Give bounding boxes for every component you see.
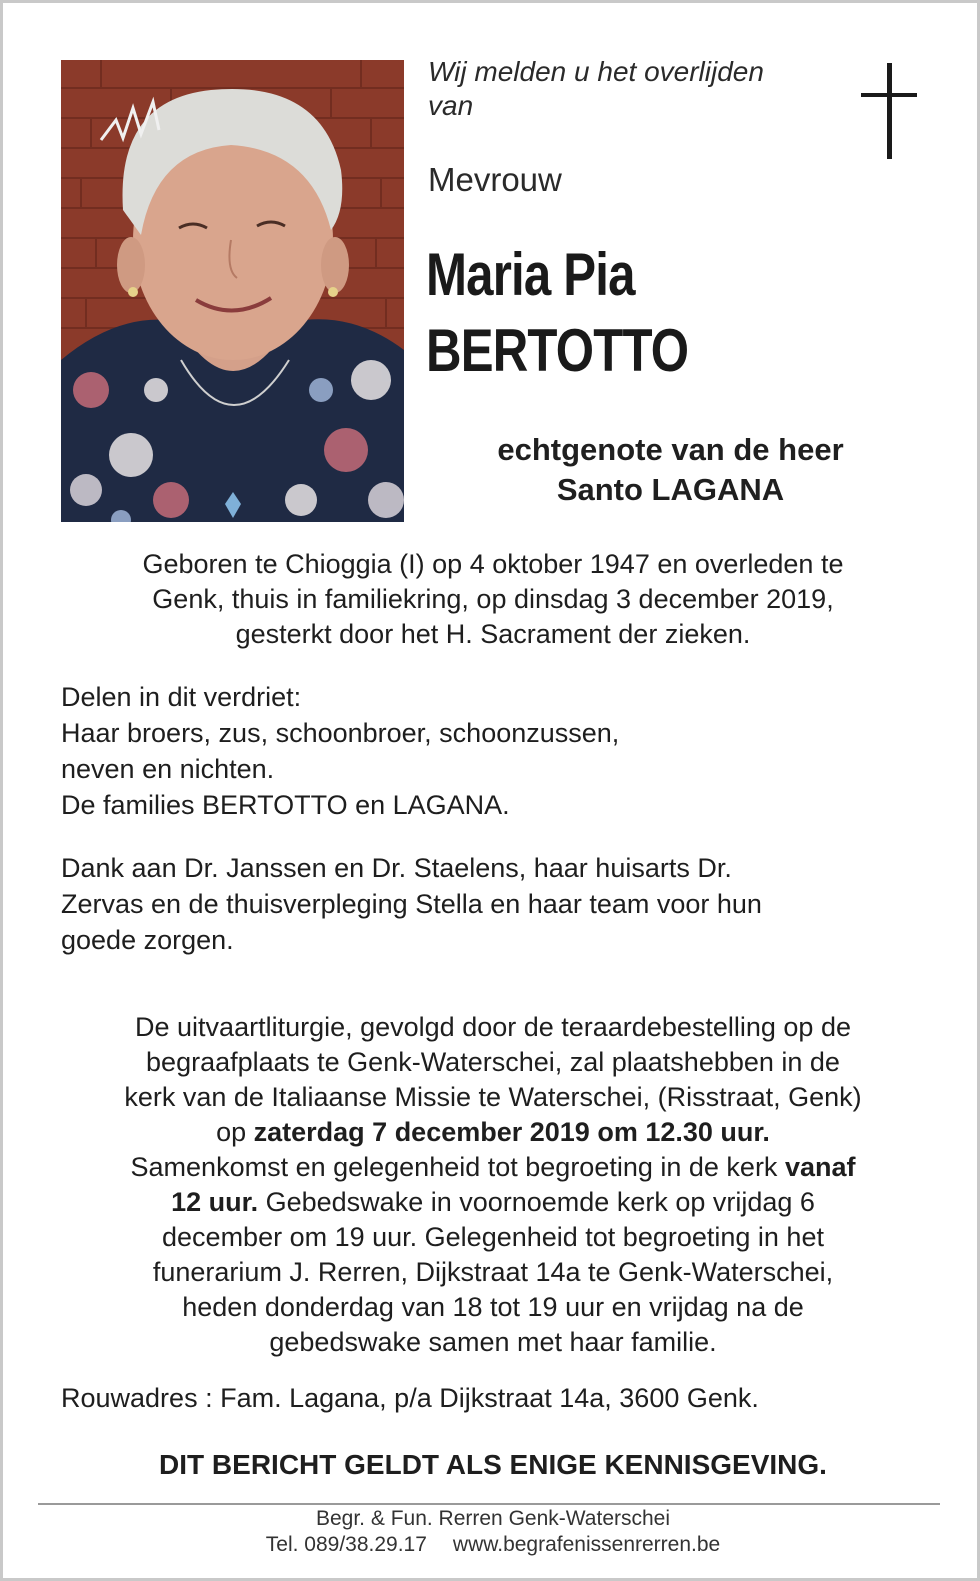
text-line: begraafplaats te Genk-Waterschei, zal plaatshebben in de	[146, 1047, 840, 1077]
contact-line	[43, 1532, 943, 1558]
text-line	[43, 1150, 943, 1185]
text-line: Dank aan Dr. Janssen en Dr. Staelens, haar huisarts Dr.	[61, 853, 732, 883]
birth-death-paragraph	[43, 547, 943, 652]
spouse-info	[428, 430, 913, 510]
spouse-line: echtgenote van de heer	[497, 432, 844, 467]
website-link[interactable]: www.begrafenissenrerren.be	[452, 1533, 721, 1556]
text-line: Genk, thuis in familiekring, op dinsdag 3 december 2019,	[152, 584, 834, 614]
footer	[43, 1506, 943, 1558]
bold-fragment: vanaf	[784, 1152, 856, 1182]
funeral-home-name: Begr. & Fun. Rerren Genk-Waterschei	[315, 1507, 671, 1530]
text-line: neven en nichten.	[61, 754, 275, 784]
mourning-address: Rouwadres : Fam. Lagana, p/a Dijkstraat 14a, 3600 Genk.	[61, 1383, 759, 1413]
thanks-paragraph	[61, 850, 941, 958]
spouse-name: Santo LAGANA	[556, 472, 785, 507]
text-line: Delen in dit verdriet:	[61, 682, 302, 712]
text-line: kerk van de Italiaanse Missie te Waterschei, (Risstraat, Genk)	[124, 1082, 862, 1112]
text-fragment: Gebedswake in voornoemde kerk op vrijdag 6	[258, 1187, 815, 1217]
text-line: Geboren te Chioggia (I) op 4 oktober 1947 en overleden te	[142, 549, 844, 579]
text-line: gesterkt door het H. Sacrament der zieken.	[235, 619, 751, 649]
text-line: december om 19 uur. Gelegenheid tot begroeting in het	[162, 1222, 824, 1252]
text-line: funerarium J. Rerren, Dijkstraat 14a te Genk-Waterschei,	[152, 1257, 834, 1287]
funeral-date: zaterdag 7 december 2019 om 12.30 uur.	[253, 1117, 770, 1147]
latin-cross-icon	[861, 63, 919, 168]
first-name: Maria Pia	[426, 241, 635, 308]
text-line	[43, 1115, 943, 1150]
last-name: BERTOTTO	[426, 317, 689, 384]
text-line: goede zorgen.	[61, 925, 234, 955]
phone-number: Tel. 089/38.29.17	[265, 1533, 427, 1556]
text-line: heden donderdag van 18 tot 19 uur en vrijdag na de	[182, 1292, 804, 1322]
portrait-photo	[61, 60, 404, 522]
title-word: Mevrouw	[428, 161, 562, 198]
text-line: Zervas en de thuisverpleging Stella en haar team voor hun	[61, 889, 762, 919]
announcement-line: van	[428, 90, 474, 121]
text-line: De uitvaartliturgie, gevolgd door de teraardebestelling op de	[135, 1012, 851, 1042]
text-fragment: Samenkomst en gelegenheid tot begroeting in de kerk	[130, 1152, 785, 1182]
portrait-photo-icon	[61, 60, 404, 522]
announcement-line: Wij melden u het overlijden	[428, 56, 764, 87]
text-line: gebedswake samen met haar familie.	[269, 1327, 717, 1357]
footer-divider	[38, 1503, 940, 1505]
deceased-name	[426, 237, 688, 389]
text-line: De families BERTOTTO en LAGANA.	[61, 790, 510, 820]
bold-fragment: 12 uur.	[171, 1187, 259, 1217]
bereaved-paragraph	[61, 679, 941, 823]
text-line: Haar broers, zus, schoonbroer, schoonzussen,	[61, 718, 620, 748]
text-line	[43, 1185, 943, 1220]
funeral-paragraph	[43, 1010, 943, 1360]
announcement	[428, 55, 828, 123]
sole-notice-banner: DIT BERICHT GELDT ALS ENIGE KENNISGEVING.	[159, 1449, 827, 1480]
text-fragment: op	[216, 1117, 254, 1147]
